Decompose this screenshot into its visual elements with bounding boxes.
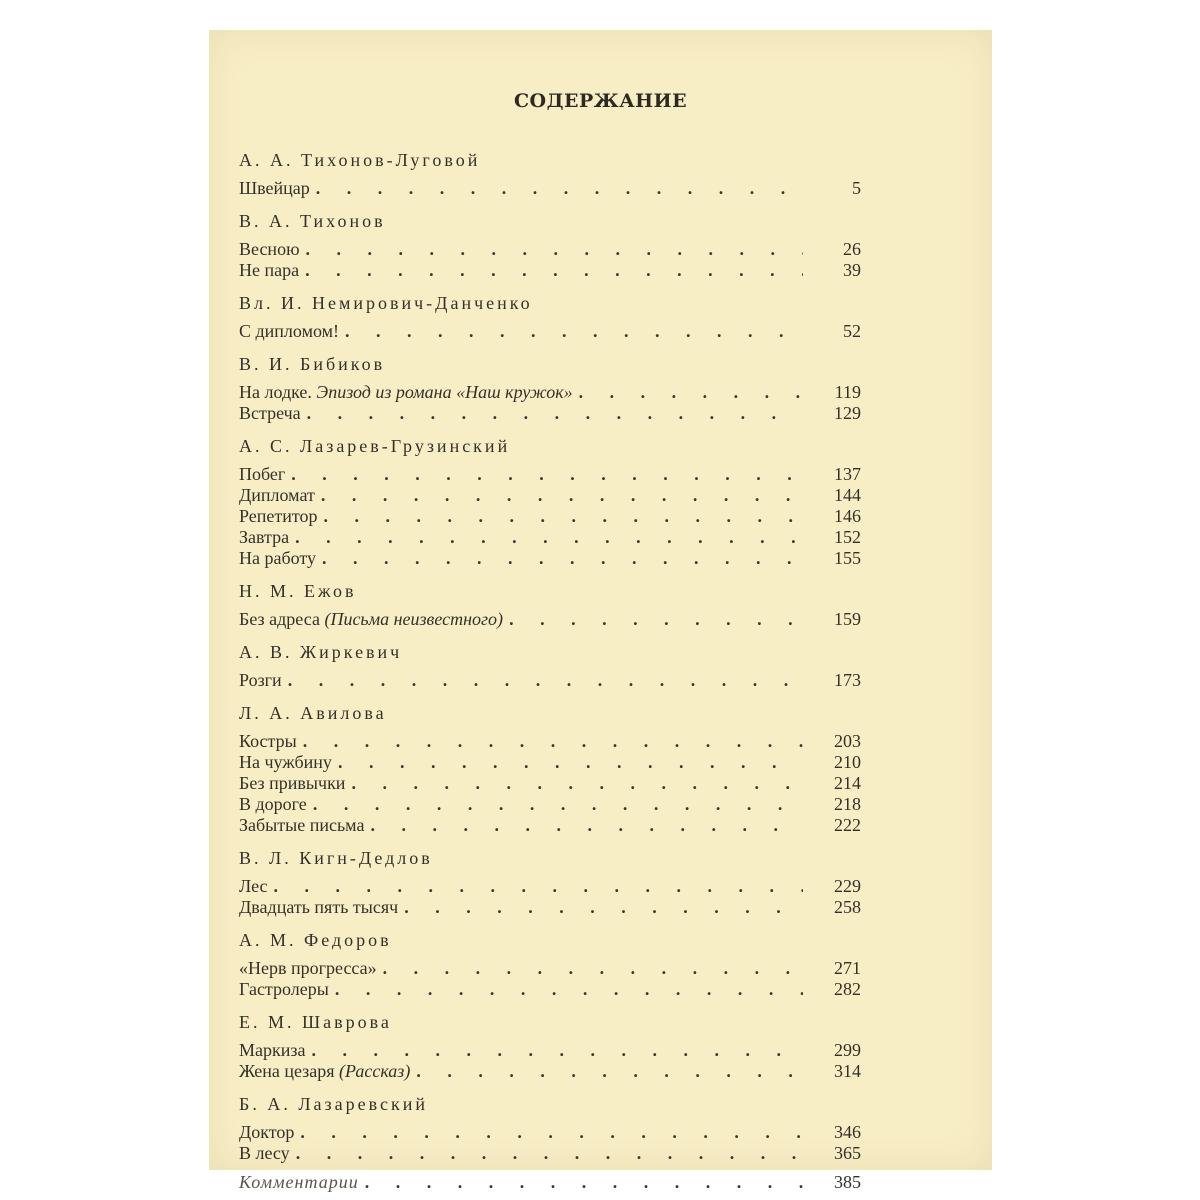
- entry-title-group: [239, 260, 305, 281]
- page-number: 173: [834, 670, 861, 690]
- author-name: А. В. Жиркевич: [239, 642, 403, 662]
- section-gap: [239, 836, 861, 844]
- entry-title-group: [239, 815, 370, 836]
- page-number: 137: [834, 464, 861, 484]
- page-number: 222: [834, 815, 861, 835]
- toc-entry[interactable]: [239, 1122, 861, 1143]
- entry-title-group: [239, 464, 291, 485]
- dot-leader: [296, 1143, 803, 1164]
- entry-title-group: [239, 731, 303, 752]
- toc-entry[interactable]: [239, 794, 861, 815]
- page-number: 155: [834, 548, 861, 568]
- entry-title-group: [239, 958, 383, 979]
- entry-title: Завтра: [239, 527, 290, 547]
- author-name: Б. А. Лазаревский: [239, 1094, 429, 1114]
- page-number: 385: [834, 1172, 861, 1192]
- page-number: 52: [843, 321, 861, 341]
- entry-title: Лес: [239, 876, 268, 896]
- page-number: 365: [834, 1143, 861, 1163]
- entry-title-group: [239, 897, 404, 918]
- entry-title-group: [239, 979, 335, 1000]
- entry-title-group: [239, 178, 316, 199]
- entry-title-group: [239, 548, 322, 569]
- page-number: 258: [834, 897, 861, 917]
- entry-subtitle: (Рассказ): [339, 1061, 411, 1081]
- entry-title: Без привычки: [239, 773, 346, 793]
- dot-leader: [311, 1040, 803, 1061]
- dot-leader: [288, 670, 803, 691]
- section-gap: [239, 1164, 861, 1172]
- dot-leader: [345, 321, 803, 342]
- entry-title-group: [239, 321, 345, 342]
- entry-title: В лесу: [239, 1143, 290, 1163]
- entry-title: Не пара: [239, 260, 300, 280]
- toc-entry[interactable]: [239, 321, 861, 342]
- entry-title-group: [239, 1040, 311, 1061]
- page-number: 271: [834, 958, 861, 978]
- toc-entry[interactable]: [239, 382, 861, 403]
- entry-title-group: [239, 794, 313, 815]
- page-number: 129: [834, 403, 861, 423]
- toc-entry[interactable]: [239, 752, 861, 773]
- page-number: 144: [834, 485, 861, 505]
- dot-leader: [303, 731, 803, 752]
- section-gap: [239, 281, 861, 289]
- comments-title: Комментарии: [239, 1172, 359, 1192]
- dot-leader: [404, 897, 803, 918]
- page-number: 299: [834, 1040, 861, 1060]
- entry-title: Костры: [239, 731, 297, 751]
- page-number: 26: [843, 239, 861, 259]
- dot-leader: [307, 403, 803, 424]
- toc-entry-comments[interactable]: [239, 1172, 861, 1193]
- page-number: 5: [852, 178, 861, 198]
- page-number: 210: [834, 752, 861, 772]
- toc-entry[interactable]: [239, 897, 861, 918]
- page-number: 146: [834, 506, 861, 526]
- author-name: А. А. Тихонов-Луговой: [239, 150, 481, 170]
- section-gap: [239, 569, 861, 577]
- entry-title: «Нерв прогресса»: [239, 958, 377, 978]
- page-number: 152: [834, 527, 861, 547]
- dot-leader: [416, 1061, 803, 1082]
- page-number: 119: [834, 382, 861, 402]
- toc-entry[interactable]: [239, 1143, 861, 1164]
- entry-title: В дороге: [239, 794, 307, 814]
- toc-entry[interactable]: [239, 178, 861, 199]
- section-gap: [239, 424, 861, 432]
- entry-title: Без адреса: [239, 609, 320, 629]
- author-name: Н. М. Ежов: [239, 581, 357, 601]
- dot-leader: [324, 506, 803, 527]
- dot-leader: [300, 1122, 803, 1143]
- dot-leader: [313, 794, 803, 815]
- entry-title-group: [239, 403, 307, 424]
- entry-title-group: [239, 773, 351, 794]
- entry-title-group: [239, 752, 338, 773]
- entry-subtitle: (Письма неизвестного): [324, 609, 504, 629]
- toc-entry[interactable]: [239, 260, 861, 281]
- dot-leader: [322, 548, 803, 569]
- entry-title-group: [239, 1143, 296, 1164]
- entry-title-group: [239, 670, 288, 691]
- dot-leader: [338, 752, 803, 773]
- entry-title: Швейцар: [239, 178, 310, 198]
- book-page: [209, 30, 992, 1192]
- author-name: Е. М. Шаврова: [239, 1012, 392, 1032]
- toc-entry[interactable]: [239, 979, 861, 1000]
- entry-title-group: [239, 1061, 416, 1082]
- entry-title: Побег: [239, 464, 286, 484]
- toc-entry[interactable]: [239, 239, 861, 260]
- entry-title-group: [239, 506, 324, 527]
- entry-title: Розги: [239, 670, 282, 690]
- page-number: 218: [834, 794, 861, 814]
- toc-entry[interactable]: [239, 815, 861, 836]
- dot-leader: [295, 527, 803, 548]
- page-number: 346: [834, 1122, 861, 1142]
- entry-title: Репетитор: [239, 506, 318, 526]
- entry-title: Забытые письма: [239, 815, 365, 835]
- dot-leader: [316, 178, 803, 199]
- toc-entry[interactable]: [239, 731, 861, 752]
- dot-leader: [335, 979, 803, 1000]
- entry-title-group: [239, 1122, 300, 1143]
- entry-title: На работу: [239, 548, 317, 568]
- toc-entry[interactable]: [239, 609, 861, 630]
- dot-leader: [274, 876, 803, 897]
- dot-leader: [365, 1172, 803, 1193]
- dot-leader: [579, 382, 803, 403]
- entry-title: Доктор: [239, 1122, 295, 1142]
- entry-title: С дипломом!: [239, 321, 340, 341]
- page-number: 203: [834, 731, 861, 751]
- section-gap: [239, 691, 861, 699]
- author-name: В. А. Тихонов: [239, 211, 386, 231]
- entry-title-group: [239, 382, 579, 403]
- page-number: 214: [834, 773, 861, 793]
- dot-leader: [321, 485, 803, 506]
- table-of-contents: [239, 146, 861, 1193]
- author-name: Вл. И. Немирович-Данченко: [239, 293, 533, 313]
- toc-entry[interactable]: [239, 773, 861, 794]
- entry-title: Гастролеры: [239, 979, 329, 999]
- entry-title-group: [239, 485, 321, 506]
- page-number: 39: [843, 260, 861, 280]
- section-gap: [239, 199, 861, 207]
- toc-entry[interactable]: [239, 464, 861, 485]
- toc-entry[interactable]: [239, 548, 861, 569]
- author-name: Л. А. Авилова: [239, 703, 387, 723]
- page-number: 159: [834, 609, 861, 629]
- dot-leader: [383, 958, 803, 979]
- page-number: 314: [834, 1061, 861, 1081]
- dot-leader: [351, 773, 803, 794]
- section-gap: [239, 630, 861, 638]
- author-name: В. Л. Кигн-Дедлов: [239, 848, 433, 868]
- entry-title: Жена цезаря: [239, 1061, 335, 1081]
- toc-entry[interactable]: [239, 876, 861, 897]
- section-gap: [239, 1000, 861, 1008]
- author-name: А. М. Федоров: [239, 930, 392, 950]
- entry-title: Маркиза: [239, 1040, 306, 1060]
- entry-title-group: [239, 609, 509, 630]
- toc-entry[interactable]: [239, 506, 861, 527]
- dot-leader: [291, 464, 803, 485]
- entry-title-group: [239, 876, 274, 897]
- entry-title: Двадцать пять тысяч: [239, 897, 399, 917]
- entry-title: На лодке.: [239, 382, 312, 402]
- page-title: СОДЕРЖАНИЕ: [513, 90, 688, 112]
- toc-entry[interactable]: [239, 958, 861, 979]
- dot-leader: [370, 815, 803, 836]
- toc-entry[interactable]: [239, 485, 861, 506]
- entry-title-group: [239, 527, 295, 548]
- section-gap: [239, 342, 861, 350]
- entry-title: Весною: [239, 239, 300, 259]
- page-number: 229: [834, 876, 861, 896]
- toc-entry[interactable]: [239, 403, 861, 424]
- entry-title: Дипломат: [239, 485, 315, 505]
- entry-subtitle: Эпизод из романа «Наш кружок»: [316, 382, 573, 402]
- dot-leader: [306, 239, 803, 260]
- toc-entry[interactable]: [239, 527, 861, 548]
- author-name: А. С. Лазарев-Грузинский: [239, 436, 511, 456]
- entry-title: Встреча: [239, 403, 301, 423]
- entry-title: На чужбину: [239, 752, 332, 772]
- section-gap: [239, 918, 861, 926]
- section-gap: [239, 1082, 861, 1090]
- toc-entry[interactable]: [239, 1061, 861, 1082]
- page-number: 282: [834, 979, 861, 999]
- author-name: В. И. Бибиков: [239, 354, 386, 374]
- toc-entry[interactable]: [239, 1040, 861, 1061]
- entry-title-group: [239, 239, 306, 260]
- dot-leader: [305, 260, 803, 281]
- dot-leader: [509, 609, 803, 630]
- toc-entry[interactable]: [239, 670, 861, 691]
